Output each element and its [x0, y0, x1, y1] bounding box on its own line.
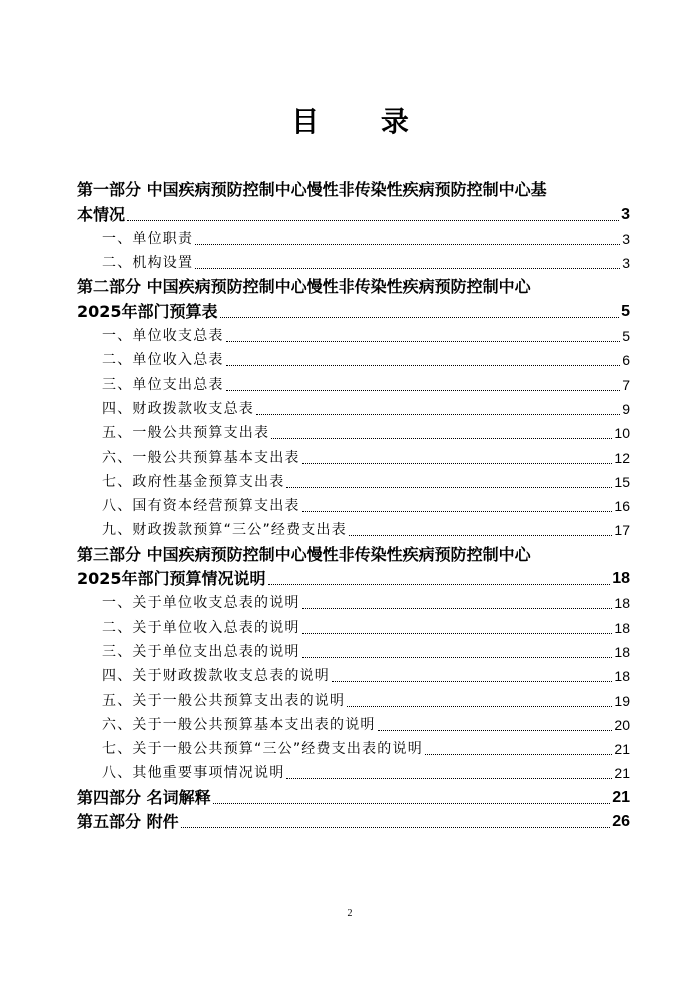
toc-part-1-line2: 本情况 — [77, 204, 126, 224]
dot-leader — [425, 753, 613, 755]
toc-page-number: 18 — [612, 570, 630, 588]
toc-entry[interactable] — [77, 225, 630, 249]
toc-page-number: 3 — [622, 230, 630, 247]
toc-page-number: 7 — [622, 376, 630, 393]
toc-page-number: 12 — [614, 449, 630, 466]
dot-leader — [302, 656, 613, 658]
toc-entry-label: 二、单位收入总表 — [102, 352, 224, 369]
toc-entry[interactable] — [77, 249, 630, 273]
dot-leader — [302, 607, 613, 609]
toc-part-5-label: 第五部分 附件 — [77, 812, 179, 832]
toc-entry-label: 二、关于单位收入总表的说明 — [102, 619, 300, 636]
toc-part-2-entry[interactable] — [77, 297, 630, 321]
toc-entry-label: 五、一般公共预算支出表 — [102, 425, 270, 442]
toc-entry-label: 五、关于一般公共预算支出表的说明 — [102, 692, 346, 709]
dot-leader — [181, 826, 611, 828]
toc-entry-label: 一、单位收支总表 — [102, 328, 224, 345]
dot-leader — [302, 462, 613, 464]
table-of-contents — [77, 176, 630, 832]
toc-part-3-line2: 2025年部门预算情况说明 — [77, 569, 266, 589]
toc-page-number: 17 — [614, 522, 630, 539]
toc-page-number: 9 — [622, 400, 630, 417]
toc-part-5-entry[interactable] — [77, 808, 630, 832]
dot-leader — [226, 389, 621, 391]
toc-entry-label: 三、关于单位支出总表的说明 — [102, 643, 300, 660]
toc-page-number: 18 — [614, 619, 630, 636]
toc-entry-label: 九、财政拨款预算“三公”经费支出表 — [102, 522, 347, 539]
toc-entry-label: 一、单位职责 — [102, 230, 194, 247]
toc-entry[interactable] — [77, 759, 630, 783]
toc-entry-label: 一、关于单位收支总表的说明 — [102, 595, 300, 612]
toc-entry[interactable] — [77, 468, 630, 492]
toc-entry[interactable] — [77, 346, 630, 370]
toc-part-1-heading[interactable] — [77, 176, 630, 200]
dot-leader — [332, 680, 612, 682]
toc-page-number: 15 — [614, 473, 630, 490]
toc-part-1-line1: 第一部分 中国疾病预防控制中心慢性非传染性疾病预防控制中心基 — [77, 180, 547, 200]
dot-leader — [226, 364, 621, 366]
dot-leader — [302, 510, 613, 512]
toc-page-number: 18 — [614, 643, 630, 660]
toc-part-1-entry[interactable] — [77, 200, 630, 224]
toc-page-number: 10 — [614, 425, 630, 442]
toc-part-3-line1: 第三部分 中国疾病预防控制中心慢性非传染性疾病预防控制中心 — [77, 544, 531, 564]
toc-entry-label: 六、一般公共预算基本支出表 — [102, 449, 300, 466]
dot-leader — [349, 534, 613, 536]
dot-leader — [220, 316, 620, 318]
dot-leader — [127, 219, 619, 221]
toc-page-number: 6 — [622, 352, 630, 369]
toc-page-number: 5 — [622, 328, 630, 345]
toc-title: 目 录 — [291, 105, 435, 138]
toc-entry-label: 二、机构设置 — [102, 255, 194, 272]
toc-part-4-label: 第四部分 名词解释 — [77, 787, 211, 807]
toc-page-number: 5 — [621, 302, 630, 320]
toc-entry-label: 四、财政拨款收支总表 — [102, 400, 254, 417]
toc-page-number: 3 — [621, 205, 630, 223]
toc-entry-label: 四、关于财政拨款收支总表的说明 — [102, 668, 330, 685]
toc-part-4-entry[interactable] — [77, 783, 630, 807]
toc-page-number: 20 — [614, 716, 630, 733]
toc-entry[interactable] — [77, 711, 630, 735]
toc-page-number: 21 — [614, 765, 630, 782]
dot-leader — [213, 802, 611, 804]
toc-entry[interactable] — [77, 419, 630, 443]
dot-leader — [347, 705, 612, 707]
toc-page-number: 3 — [622, 255, 630, 272]
toc-entry[interactable] — [77, 589, 630, 613]
dot-leader — [195, 243, 620, 245]
toc-entry[interactable] — [77, 322, 630, 346]
dot-leader — [286, 777, 612, 779]
dot-leader — [268, 583, 611, 585]
toc-part-3-heading[interactable] — [77, 540, 630, 564]
dot-leader — [378, 729, 613, 731]
toc-entry[interactable] — [77, 735, 630, 759]
dot-leader — [256, 413, 620, 415]
toc-entry-label: 七、关于一般公共预算“三公”经费支出表的说明 — [102, 741, 423, 758]
toc-page-number: 21 — [614, 741, 630, 758]
toc-entry-label: 三、单位支出总表 — [102, 376, 224, 393]
dot-leader — [271, 437, 612, 439]
toc-entry[interactable] — [77, 638, 630, 662]
toc-entry[interactable] — [77, 662, 630, 686]
toc-page-number: 18 — [614, 668, 630, 685]
toc-page-number: 26 — [612, 813, 630, 831]
toc-entry-label: 八、国有资本经营预算支出表 — [102, 498, 300, 515]
toc-part-2-line2: 2025年部门预算表 — [77, 301, 218, 321]
dot-leader — [302, 632, 613, 634]
page-footer-number: 2 — [347, 908, 353, 919]
toc-entry[interactable] — [77, 613, 630, 637]
toc-page-number: 19 — [614, 692, 630, 709]
toc-page-number: 18 — [614, 595, 630, 612]
dot-leader — [286, 486, 612, 488]
toc-entry[interactable] — [77, 516, 630, 540]
toc-entry-label: 七、政府性基金预算支出表 — [102, 473, 285, 490]
toc-entry-label: 六、关于一般公共预算基本支出表的说明 — [102, 716, 376, 733]
toc-part-2-line1: 第二部分 中国疾病预防控制中心慢性非传染性疾病预防控制中心 — [77, 277, 531, 297]
toc-page-number: 21 — [612, 788, 630, 806]
toc-entry[interactable] — [77, 370, 630, 394]
toc-part-3-entry[interactable] — [77, 565, 630, 589]
toc-entry[interactable] — [77, 395, 630, 419]
toc-entry-label: 八、其他重要事项情况说明 — [102, 765, 285, 782]
toc-page-number: 16 — [614, 498, 630, 515]
toc-part-2-heading[interactable] — [77, 273, 630, 297]
toc-entry[interactable] — [77, 492, 630, 516]
dot-leader — [226, 340, 621, 342]
dot-leader — [195, 267, 620, 269]
toc-entry[interactable] — [77, 443, 630, 467]
toc-entry[interactable] — [77, 686, 630, 710]
